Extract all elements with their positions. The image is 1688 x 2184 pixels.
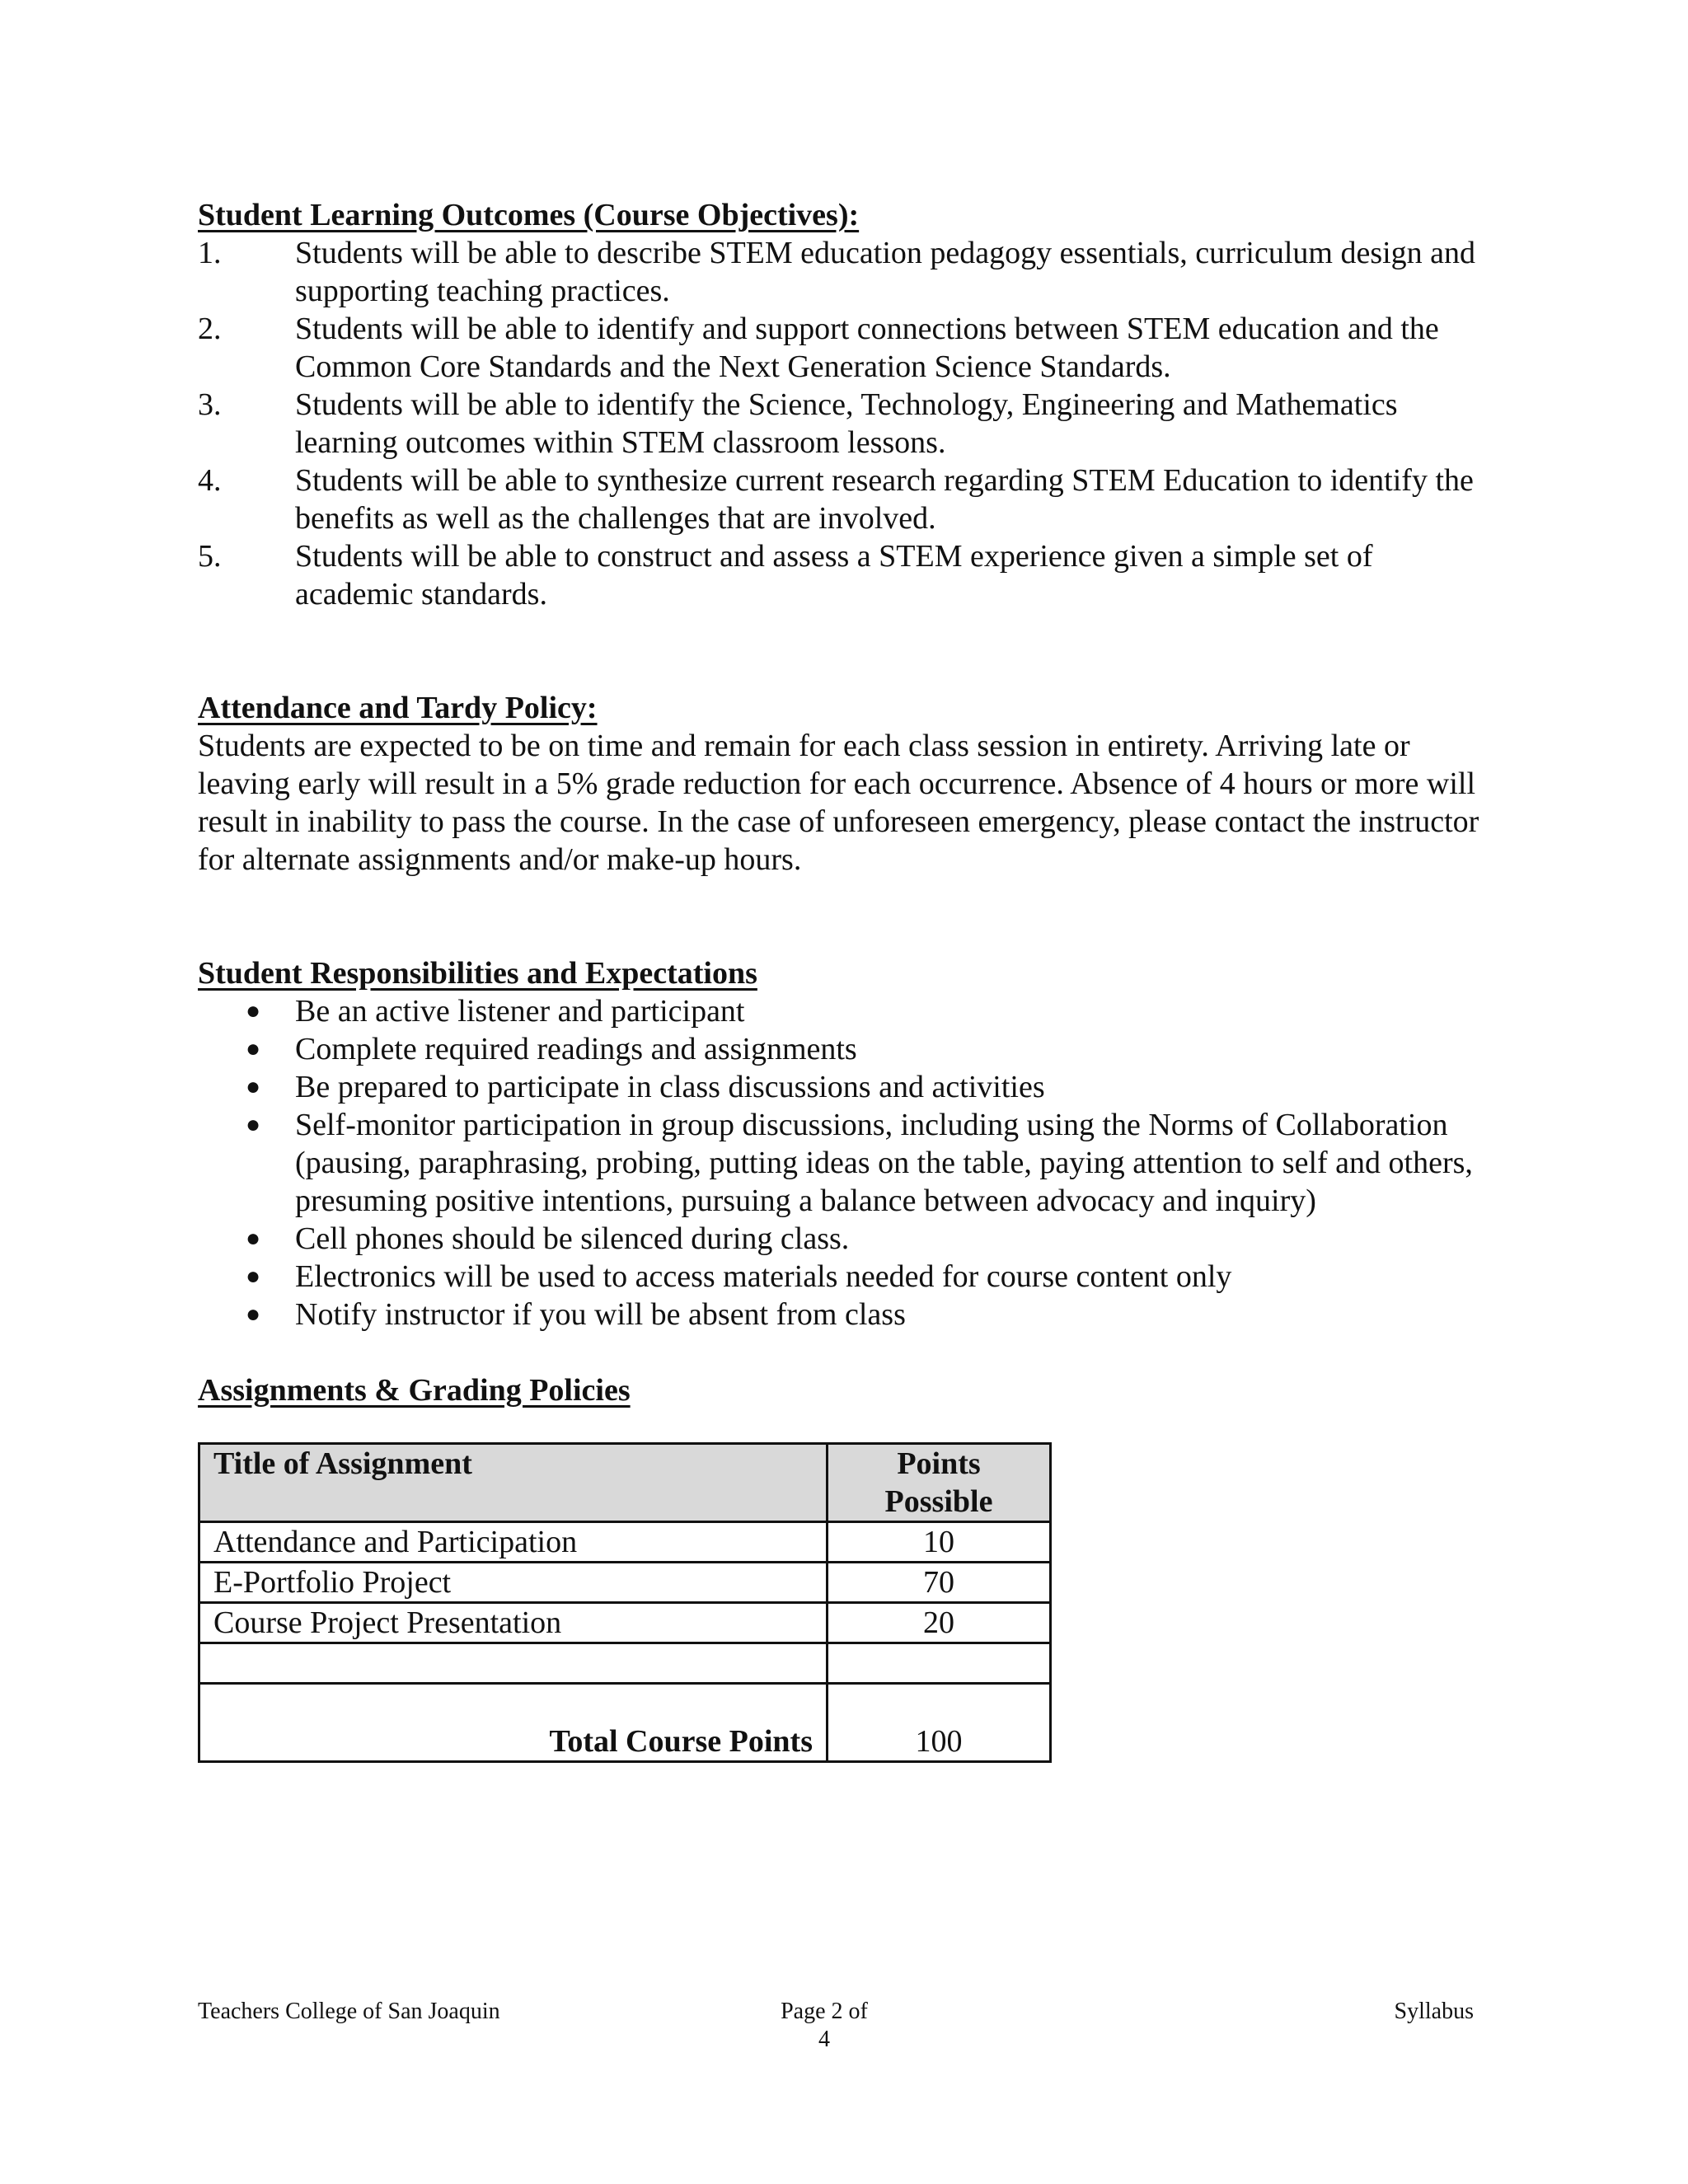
list-item: ● Self-monitor participation in group discussions, including using the Norms of Collaboration (pausing, paraphrasing, probing, putting ideas on the table, paying attention to self and others, presuming positive intentions, pursuing a balance between advocacy and inquiry) — [246, 1108, 1473, 1218]
assignment-points: 70 — [828, 1563, 1051, 1603]
footer-institution: Teachers College of San Joaquin — [198, 1999, 500, 2024]
outcomes-list — [198, 234, 1484, 613]
attendance-heading: Attendance and Tardy Policy: — [198, 691, 598, 725]
list-item: 2. Students will be able to identify and support connections between STEM education and the Common Core Standards and the Next Generation Science Standards. — [198, 312, 1439, 384]
table-row — [199, 1522, 1051, 1563]
responsibilities-heading: Student Responsibilities and Expectations — [198, 956, 757, 991]
column-header-points: Points Possible — [828, 1444, 1051, 1522]
attendance-policy-text: Students are expected to be on time and remain for each class session in entirety. Arriving late or leaving early will result in a 5% grade reduction for each occurrence. Absence of 4 hours or more will result in inability to pass the course. In the case of unforeseen emergency, please contact the instructor for alternate assignments and/or make-up hours. — [198, 729, 1479, 877]
table-header-row — [199, 1444, 1051, 1522]
list-item: 4. Students will be able to synthesize current research regarding STEM Education to identify the benefits as well as the challenges that are involved. — [198, 463, 1474, 536]
bullet-icon: ● — [246, 1111, 261, 1138]
grading-heading: Assignments & Grading Policies — [198, 1373, 631, 1408]
outcomes-heading: Student Learning Outcomes (Course Objectives): — [198, 198, 860, 232]
bullet-icon: ● — [246, 1263, 261, 1290]
bullet-icon: ● — [246, 1225, 261, 1252]
list-item: 5. Students will be able to construct and assess a STEM experience given a simple set of academic standards. — [198, 539, 1373, 612]
total-label: Total Course Points — [199, 1684, 828, 1762]
list-item: ● Electronics will be used to access materials needed for course content only — [246, 1259, 1232, 1294]
assignment-title: Course Project Presentation — [199, 1603, 828, 1643]
list-item: ● Cell phones should be silenced during class. — [246, 1221, 850, 1256]
column-header-title: Title of Assignment — [199, 1444, 828, 1522]
assignment-title: E-Portfolio Project — [199, 1563, 828, 1603]
bullet-icon: ● — [246, 1073, 261, 1100]
empty-row — [199, 1643, 1051, 1684]
page-content — [198, 196, 1484, 1763]
list-item: 3. Students will be able to identify the Science, Technology, Engineering and Mathematics learning outcomes within STEM classroom lessons. — [198, 387, 1398, 460]
list-item: ● Be an active listener and participant — [246, 994, 745, 1029]
responsibilities-list — [198, 992, 1484, 1333]
table-row — [199, 1563, 1051, 1603]
total-value: 100 — [828, 1684, 1051, 1762]
list-item: ● Notify instructor if you will be absent from class — [246, 1297, 906, 1332]
footer-page-number: Page 2 of 4 — [781, 1999, 868, 2052]
assignment-title: Attendance and Participation — [199, 1522, 828, 1563]
footer-doc-type: Syllabus — [1394, 1999, 1474, 2024]
assignment-points: 10 — [828, 1522, 1051, 1563]
table-row — [199, 1603, 1051, 1643]
assignment-points: 20 — [828, 1603, 1051, 1643]
list-item: ● Be prepared to participate in class discussions and activities — [246, 1070, 1045, 1104]
list-item: 1. Students will be able to describe STEM education pedagogy essentials, curriculum design and supporting teaching practices. — [198, 236, 1476, 308]
grading-table — [198, 1442, 1052, 1763]
bullet-icon: ● — [246, 1035, 261, 1062]
total-row — [199, 1684, 1051, 1762]
bullet-icon: ● — [246, 997, 261, 1024]
bullet-icon: ● — [246, 1301, 261, 1328]
list-item: ● Complete required readings and assignments — [246, 1032, 857, 1066]
